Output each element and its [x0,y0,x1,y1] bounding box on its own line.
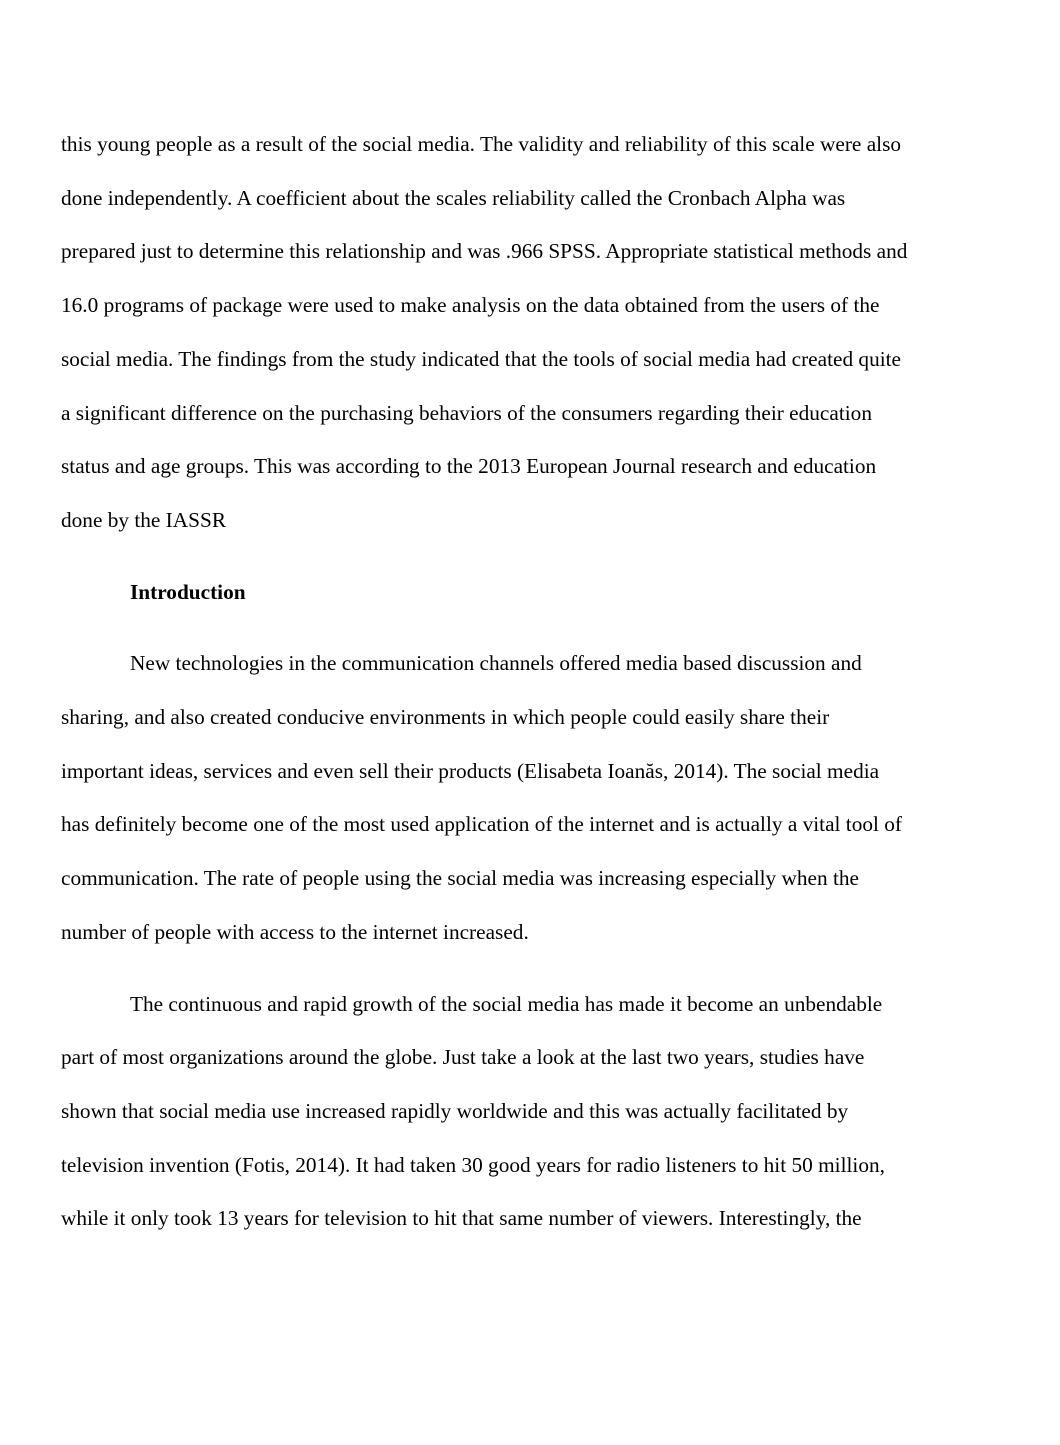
text-line: social media. The findings from the study indicated that the tools of social media had created quite [61,346,901,371]
text-line: part of most organizations around the globe. Just take a look at the last two years, studies have [61,1045,865,1070]
text-line: sharing, and also created conducive environments in which people could easily share their [61,705,830,730]
text-line: status and age groups. This was according to the 2013 European Journal research and education [61,454,877,479]
text-line: done by the IASSR [61,507,227,532]
text-line: this young people as a result of the social media. The validity and reliability of this scale were also [61,132,902,156]
section-heading-introduction: Introduction [130,579,246,604]
text-line: important ideas, services and even sell their products (Elisabeta Ioanăs, 2014). The social media [61,758,880,783]
text-line: number of people with access to the internet increased. [61,919,529,944]
text-line: 16.0 programs of package were used to make analysis on the data obtained from the users of the [61,293,880,318]
paragraph-continued [61,118,990,548]
text-line: shown that social media use increased rapidly worldwide and this was actually facilitated by [61,1098,849,1123]
text-line: a significant difference on the purchasing behaviors of the consumers regarding their education [61,400,872,425]
text-line: while it only took 13 years for television to hit that same number of viewers. Interestingly, the [61,1206,862,1231]
paragraph-introduction-1 [61,637,990,959]
paragraph-introduction-2 [61,978,990,1247]
text-line: television invention (Fotis, 2014). It had taken 30 good years for radio listeners to hit 50 million, [61,1152,885,1177]
text-line: communication. The rate of people using the social media was increasing especially when the [61,866,859,891]
text-line: The continuous and rapid growth of the social media has made it become an unbendable [130,991,883,1016]
text-line: prepared just to determine this relationship and was .966 SPSS. Appropriate statistical methods and [61,239,908,264]
text-line: done independently. A coefficient about the scales reliability called the Cronbach Alpha was [61,185,846,210]
text-line: has definitely become one of the most used application of the internet and is actually a vital tool of [61,812,902,837]
text-line: New technologies in the communication channels offered media based discussion and [130,651,862,676]
